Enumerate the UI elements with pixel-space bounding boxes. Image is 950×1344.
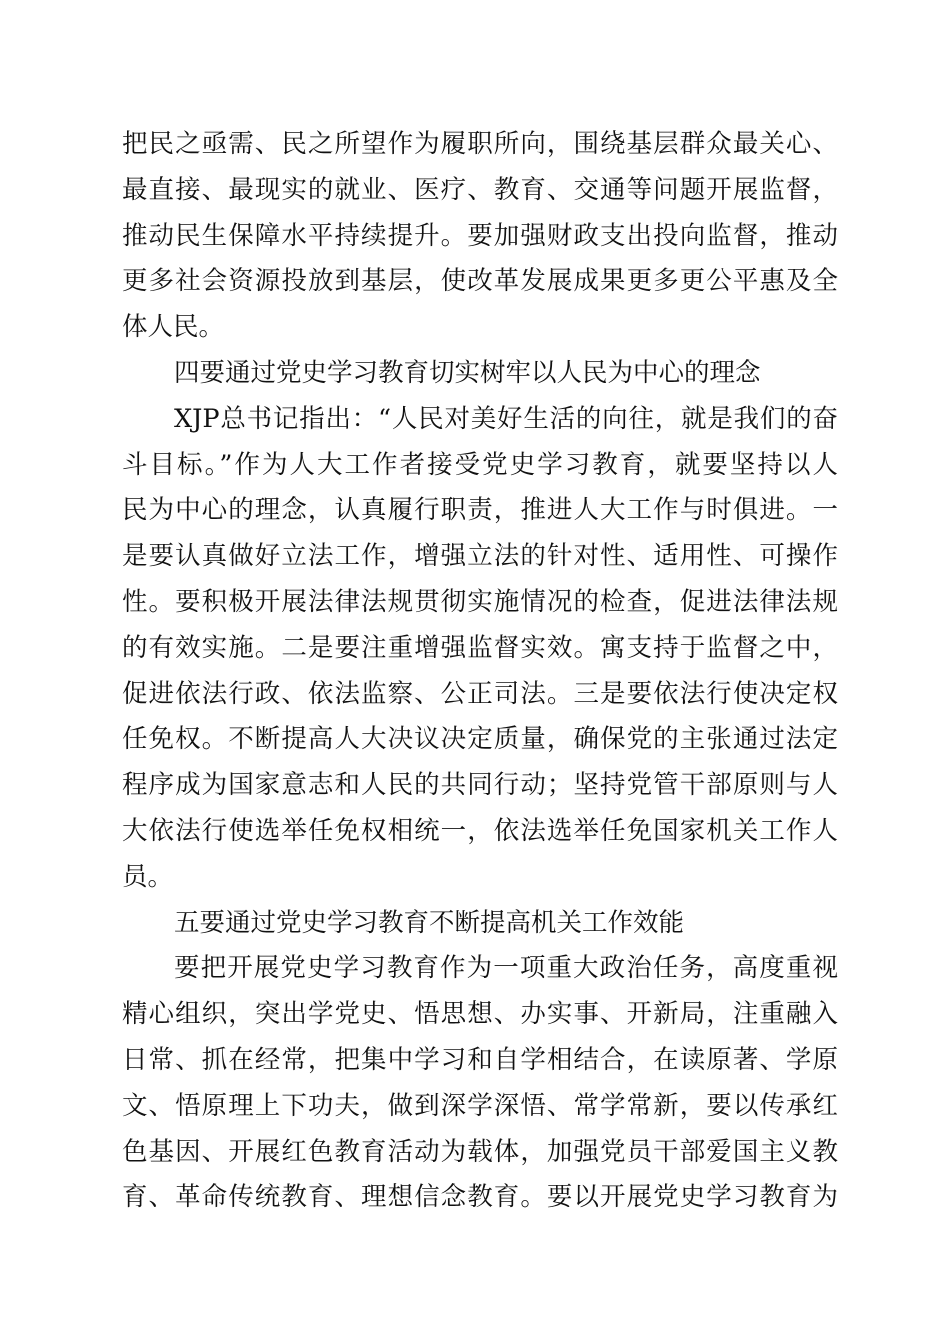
text-line: 是要认真做好立法工作，增强立法的针对性、适用性、可操作 xyxy=(122,541,838,572)
text-line: 最直接、最现实的就业、医疗、教育、交通等问题开展监督， xyxy=(122,174,838,205)
text-line: 要把开展党史学习教育作为一项重大政治任务，高度重视 xyxy=(174,953,838,984)
section-heading: 四要通过党史学习教育切实树牢以人民为中心的理念 xyxy=(174,357,761,388)
text-line: 推动民生保障水平持续提升。要加强财政支出投向监督，推动 xyxy=(122,220,838,251)
document-page xyxy=(122,122,838,1221)
text-line: 促进依法行政、依法监察、公正司法。三是要依法行使决定权 xyxy=(122,678,838,709)
text-line: 程序成为国家意志和人民的共同行动；坚持党管干部原则与人 xyxy=(122,770,838,801)
text-line: 更多社会资源投放到基层，使改革发展成果更多更公平惠及全 xyxy=(122,266,838,297)
text-line: 文、悟原理上下功夫，做到深学深悟、常学常新，要以传承红 xyxy=(122,1090,838,1121)
text-line: 任免权。不断提高人大决议决定质量，确保党的主张通过法定 xyxy=(122,724,838,755)
text-line: 的有效实施。二是要注重增强监督实效。寓支持于监督之中， xyxy=(122,632,838,663)
text-line: 把民之亟需、民之所望作为履职所向，围绕基层群众最关心、 xyxy=(122,129,838,159)
text-line: 大依法行使选举任免权相统一，依法选举任免国家机关工作人 xyxy=(122,815,838,846)
text-line: 员。 xyxy=(122,861,174,892)
text-line: 民为中心的理念，认真履行职责，推进人大工作与时俱进。一 xyxy=(122,495,838,526)
text-line: 性。要积极开展法律法规贯彻实施情况的检查，促进法律法规 xyxy=(122,586,838,617)
text-line: 精心组织，突出学党史、悟思想、办实事、开新局，注重融入 xyxy=(122,999,838,1030)
text-line: 体人民。 xyxy=(122,312,225,343)
text-line: 斗目标。”作为人大工作者接受党史学习教育，就要坚持以人 xyxy=(122,449,838,480)
text-line: 日常、抓在经常，把集中学习和自学相结合，在读原著、学原 xyxy=(122,1044,838,1075)
text-line: XJP总书记指出：“人民对美好生活的向往，就是我们的奋 xyxy=(174,403,838,434)
text-line: 色基因、开展红色教育活动为载体，加强党员干部爱国主义教 xyxy=(122,1136,838,1167)
section-heading: 五要通过党史学习教育不断提高机关工作效能 xyxy=(174,907,685,938)
text-line: 育、革命传统教育、理想信念教育。要以开展党史学习教育为 xyxy=(122,1182,838,1213)
